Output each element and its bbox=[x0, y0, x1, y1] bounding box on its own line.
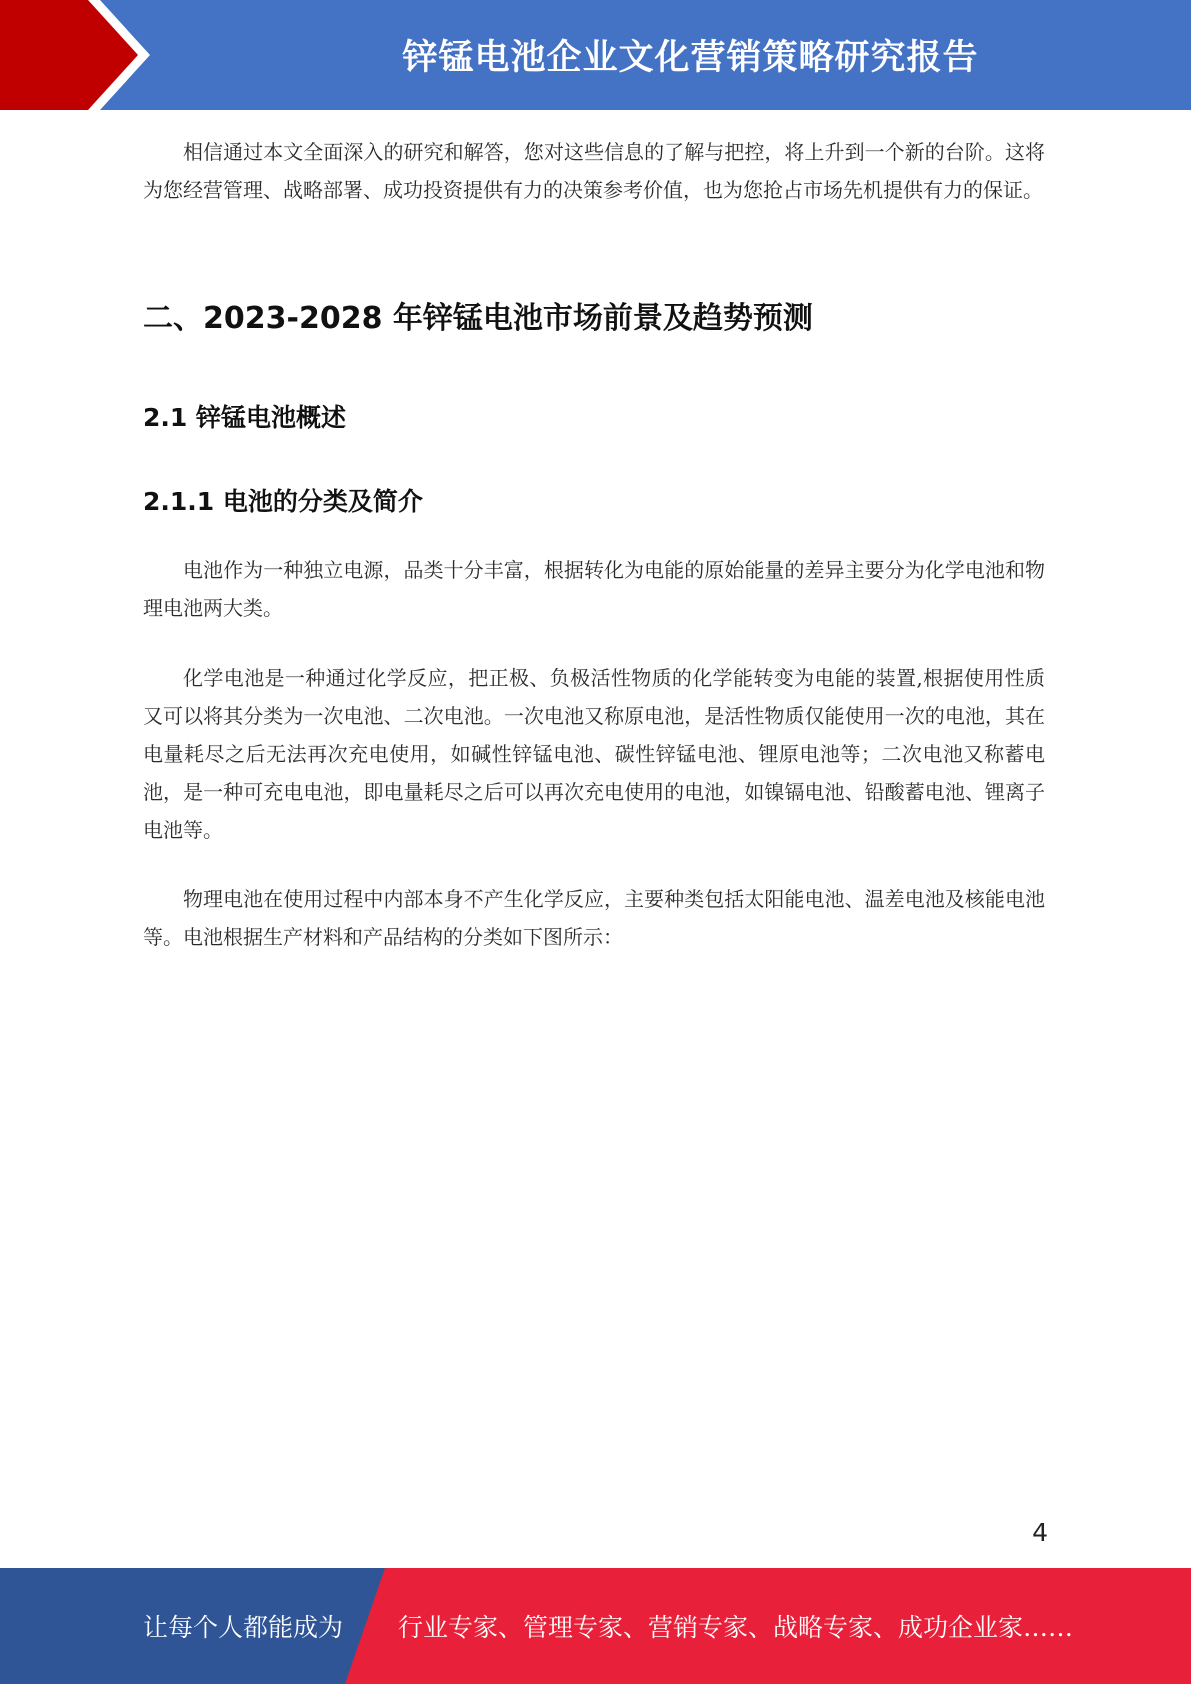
footer-slogan-right: 行业专家、管理专家、营销专家、战略专家、成功企业家…… bbox=[398, 1613, 1074, 1642]
footer-slogan-left: 让每个人都能成为 bbox=[143, 1613, 344, 1642]
section-heading: 二、2023-2028 年锌锰电池市场前景及趋势预测 bbox=[143, 301, 813, 336]
header-arrow-decoration bbox=[0, 0, 160, 110]
page-footer bbox=[0, 1568, 1191, 1684]
body-paragraph: 物理电池在使用过程中内部本身不产生化学反应，主要种类包括太阳能电池、温差电池及核能电池等。电池根据生产材料和产品结构的分类如下图所示： bbox=[143, 887, 1045, 949]
subsubsection-heading: 2.1.1 电池的分类及简介 bbox=[143, 487, 423, 516]
intro-paragraph: 相信通过本文全面深入的研究和解答，您对这些信息的了解与把控，将上升到一个新的台阶。这将为您经营管理、战略部署、成功投资提供有力的决策参考价值，也为您抢占市场先机提供有力的保证。 bbox=[143, 140, 1045, 202]
document-title: 锌锰电池企业文化营销策略研究报告 bbox=[402, 38, 979, 78]
body-paragraph: 化学电池是一种通过化学反应，把正极、负极活性物质的化学能转变为电能的装置,根据使用性质又可以将其分类为一次电池、二次电池。一次电池又称原电池，是活性物质仅能使用一次的电池，其在电量耗尽之后无法再次充电使用，如碱性锌锰电池、碳性锌锰电池、锂原电池等；二次电池又称蓄电池，是一种可充电电池，即电量耗尽之后可以再次充电使用的电池，如镍镉电池、铅酸蓄电池、锂离子电池等。 bbox=[143, 666, 1045, 842]
subsection-heading: 2.1 锌锰电池概述 bbox=[143, 403, 346, 432]
page-number: 4 bbox=[1032, 1518, 1048, 1547]
page-header bbox=[0, 0, 1191, 110]
body-paragraph: 电池作为一种独立电源，品类十分丰富，根据转化为电能的原始能量的差异主要分为化学电池和物理电池两大类。 bbox=[143, 558, 1045, 620]
